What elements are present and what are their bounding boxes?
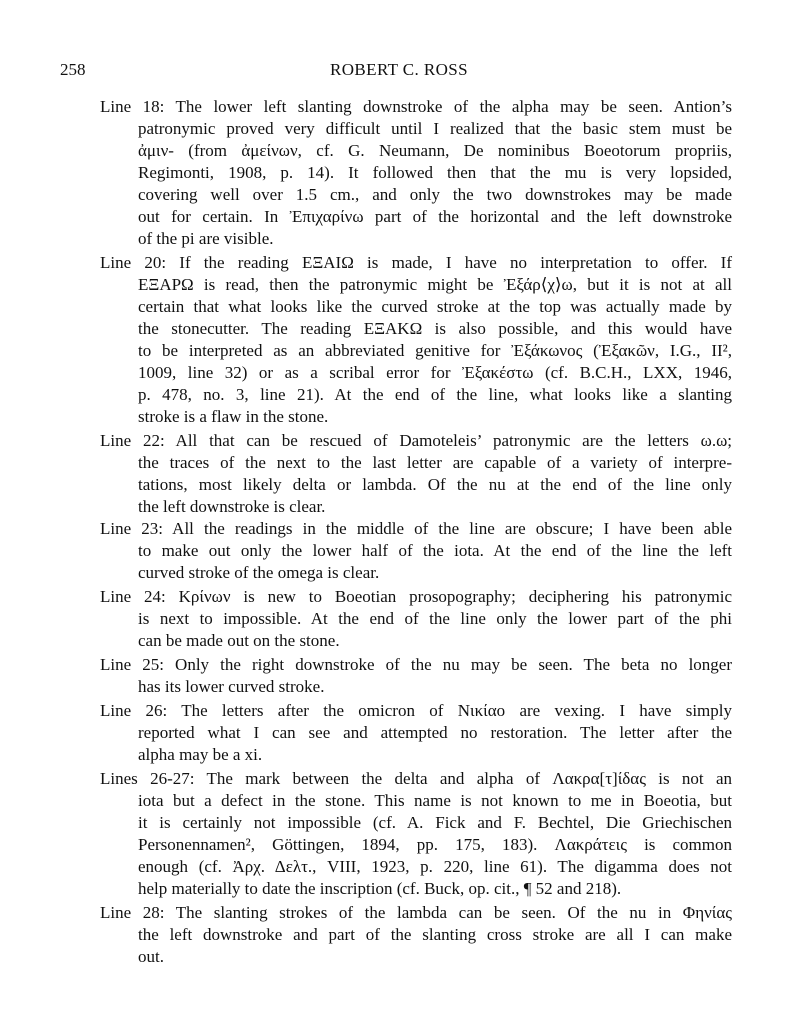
running-head: ROBERT C. ROSS xyxy=(330,60,468,79)
note-text-line: the stonecutter. The reading ΕΞΑΚΩ is also possible, and this would have xyxy=(138,319,732,338)
note-text-line: of the pi are visible. xyxy=(138,229,274,248)
note-text-line: ἀμιν- (from ἀμείνων, cf. G. Neumann, De nominibus Boeotorum propriis, xyxy=(138,141,732,160)
note-text-line: Line 24: Κρίνων is new to Boeotian prosopography; deciphering his patronymic xyxy=(100,587,732,606)
page-header xyxy=(0,60,798,84)
note-text-line: Lines 26-27: The mark between the delta and alpha of Λακρα[τ]ίδας is not an xyxy=(100,769,732,788)
note-text-line: certain that what looks like the curved stroke at the top was actually made by xyxy=(138,297,732,316)
note-text-line: Line 23: All the readings in the middle of the line are obscure; I have been able xyxy=(100,519,732,538)
note-text-line: 1009, line 32) or as a scribal error for Ἐξακέστω (cf. B.C.H., LXX, 1946, xyxy=(138,363,732,382)
note-text-line: stroke is a flaw in the stone. xyxy=(138,407,329,426)
note-text-line: enough (cf. Ἀρχ. Δελτ., VIII, 1923, p. 220, line 61). The digamma does not xyxy=(138,857,732,876)
note-text-line: the left downstroke and part of the slanting cross stroke are all I can make xyxy=(138,925,732,944)
note-text-line: has its lower curved stroke. xyxy=(138,677,325,696)
note-text-line: Line 28: The slanting strokes of the lambda can be seen. Of the nu in Φηνίας xyxy=(100,903,732,922)
page-number: 258 xyxy=(60,60,86,79)
note-text-line: Line 20: If the reading ΕΞΑΙΩ is made, I have no interpretation to offer. If xyxy=(100,253,732,272)
note-text-line: Line 26: The letters after the omicron of Νικίαο are vexing. I have simply xyxy=(100,701,732,720)
note-text-line: to make out only the lower half of the iota. At the end of the line the left xyxy=(138,541,732,560)
note-text-line: Regimonti, 1908, p. 14). It followed then that the mu is very lopsided, xyxy=(138,163,732,182)
note-text-line: covering well over 1.5 cm., and only the two downstrokes may be made xyxy=(138,185,732,204)
note-text-line: ΕΞΑΡΩ is read, then the patronymic might be Ἐξάρ⟨χ⟩ω, but it is not at all xyxy=(138,275,732,294)
note-text-line: help materially to date the inscription (cf. Buck, op. cit., ¶ 52 and 218). xyxy=(138,879,622,898)
note-text-line: iota but a defect in the stone. This name is not known to me in Boeotia, but xyxy=(138,791,732,810)
note-text-line: to be interpreted as an abbreviated genitive for Ἐξάκωνος (Ἐξακῶν, I.G., II², xyxy=(138,341,732,360)
note-text-line: reported what I can see and attempted no restoration. The letter after the xyxy=(138,723,732,742)
note-text-line: is next to impossible. At the end of the line only the lower part of the phi xyxy=(138,609,732,628)
note-text-line: Personennamen², Göttingen, 1894, pp. 175, 183). Λακράτεις is common xyxy=(138,835,732,854)
note-text-line: the traces of the next to the last letter are capable of a variety of interpre- xyxy=(138,453,732,472)
note-text-line: can be made out on the stone. xyxy=(138,631,340,650)
note-text-line: the left downstroke is clear. xyxy=(138,497,326,516)
note-text-line: out. xyxy=(138,947,164,966)
note-text-line: alpha may be a xi. xyxy=(138,745,263,764)
note-text-line: out for certain. In Ἐπιχαρίνω part of the horizontal and the left downstroke xyxy=(138,207,732,226)
note-text-line: p. 478, no. 3, line 21). At the end of the line, what looks like a slanting xyxy=(138,385,732,404)
note-text-line: curved stroke of the omega is clear. xyxy=(138,563,380,582)
note-text-line: tations, most likely delta or lambda. Of the nu at the end of the line only xyxy=(138,475,732,494)
note-text-line: Line 25: Only the right downstroke of the nu may be seen. The beta no longer xyxy=(100,655,732,674)
note-text-line: Line 22: All that can be rescued of Damoteleis’ patronymic are the letters ω.ω; xyxy=(100,431,732,450)
note-text-line: it is certainly not impossible (cf. A. Fick and F. Bechtel, Die Griechischen xyxy=(138,813,732,832)
note-text-line: Line 18: The lower left slanting downstroke of the alpha may be seen. Antion’s xyxy=(100,97,732,116)
note-text-line: patronymic proved very difficult until I realized that the basic stem must be xyxy=(138,119,732,138)
